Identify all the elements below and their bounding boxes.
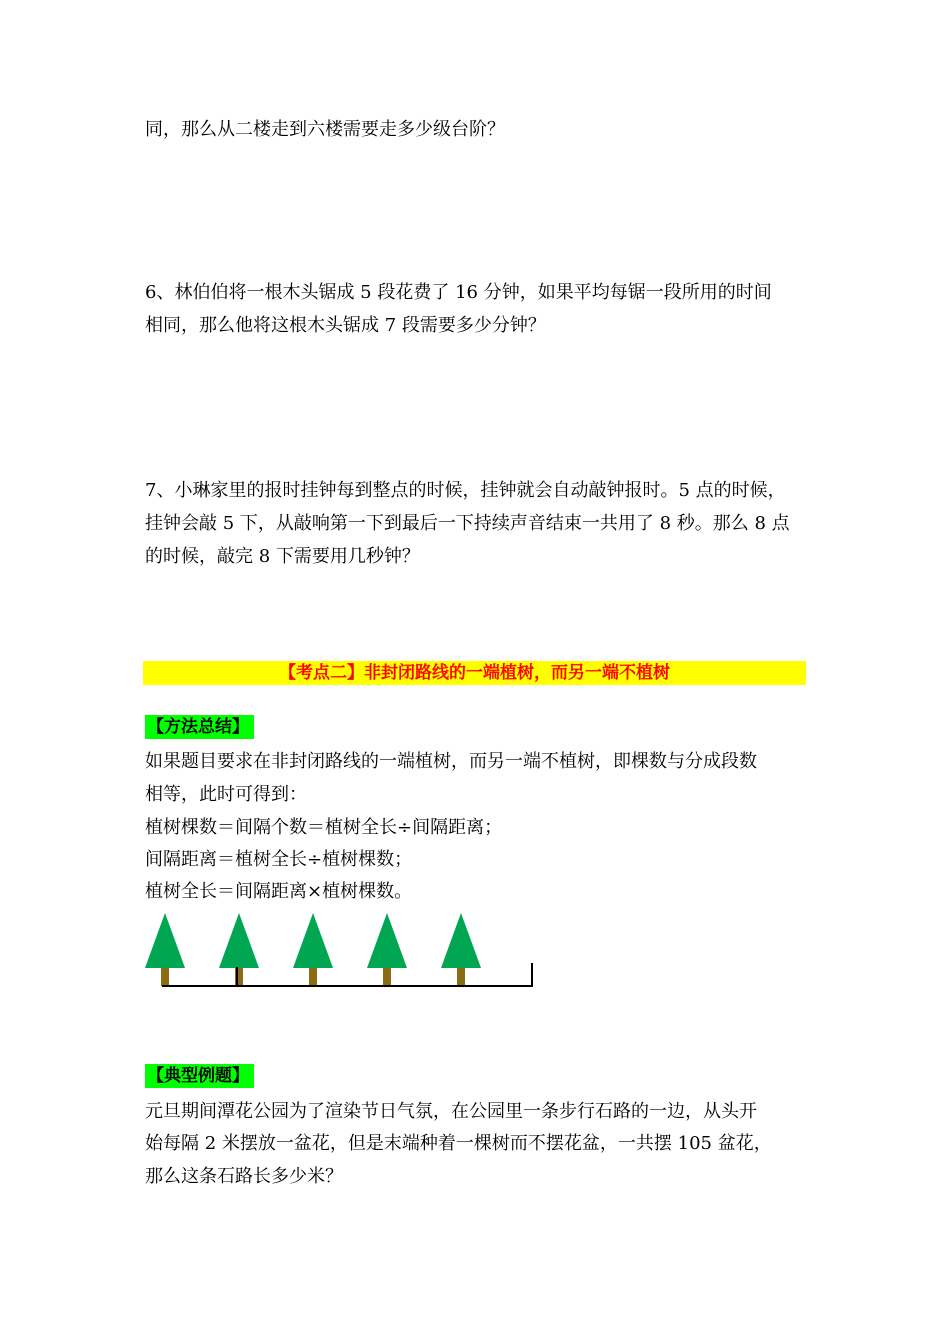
text-line: 同，那么从二楼走到六楼需要走多少级台阶？	[145, 119, 505, 140]
text-line: 7、小琳家里的报时挂钟每到整点的时候，挂钟就会自动敲钟报时。5 点的时候，	[145, 480, 786, 501]
tree-icon	[219, 913, 259, 986]
section-banner: 【考点二】非封闭路线的一端植树，而另一端不植树	[143, 661, 806, 685]
tree-crown	[145, 913, 185, 968]
tree-icon	[145, 913, 185, 986]
tree-trunk	[457, 965, 465, 986]
tree-crown	[219, 913, 259, 968]
tree-icon	[293, 913, 333, 986]
formula-line: 植树全长＝间隔距离×植树棵数。	[145, 881, 413, 902]
text-line: 如果题目要求在非封闭路线的一端植树，而另一端不植树，即棵数与分成段数	[145, 751, 757, 772]
text-line: 相同，那么他将这根木头锯成 7 段需要多少分钟？	[145, 315, 546, 336]
tree-crown	[441, 913, 481, 968]
tree-trunk	[383, 965, 391, 986]
formula-line: 植树棵数＝间隔个数＝植树全长÷间隔距离；	[145, 817, 503, 838]
tree-trunk	[161, 965, 169, 986]
tree-trunk	[309, 965, 317, 986]
text-line: 元旦期间潭花公园为了渲染节日气氛，在公园里一条步行石路的一边，从头开	[145, 1101, 757, 1122]
text-line: 相等，此时可得到：	[145, 784, 307, 805]
text-line: 那么这条石路长多少米？	[145, 1166, 343, 1187]
text-line: 挂钟会敲 5 下，从敲响第一下到最后一下持续声音结束一共用了 8 秒。那么 8 点	[145, 513, 790, 534]
typical-example-tag: 【典型例题】	[145, 1064, 254, 1088]
tree-icon	[441, 913, 481, 986]
tree-row	[145, 913, 481, 986]
method-summary-tag: 【方法总结】	[145, 715, 254, 739]
text-line: 的时候，敲完 8 下需要用几秒钟？	[145, 546, 420, 567]
tree-crown	[293, 913, 333, 968]
tree-crown	[367, 913, 407, 968]
text-line: 始每隔 2 米摆放一盆花，但是末端种着一棵树而不摆花盆，一共摆 105 盆花，	[145, 1133, 772, 1154]
tree-planting-diagram	[140, 905, 540, 995]
text-line: 6、林伯伯将一根木头锯成 5 段花费了 16 分钟，如果平均每锯一段所用的时间	[145, 282, 772, 303]
formula-line: 间隔距离＝植树全长÷植树棵数；	[145, 849, 413, 870]
tree-icon	[367, 913, 407, 986]
